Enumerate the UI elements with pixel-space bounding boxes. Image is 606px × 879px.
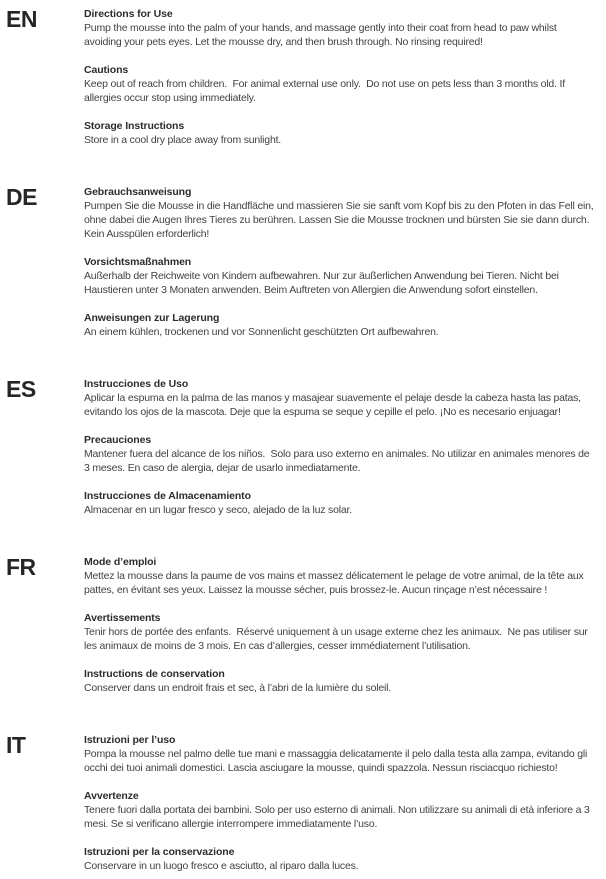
directions-block bbox=[84, 555, 596, 597]
block-heading: Gebrauchsanweisung bbox=[84, 186, 192, 198]
section-content-es bbox=[84, 377, 598, 517]
block-heading: Avvertenze bbox=[84, 790, 139, 802]
block-heading: Directions for Use bbox=[84, 8, 173, 20]
block-heading: Avertissements bbox=[84, 612, 161, 624]
directions-block bbox=[84, 7, 596, 49]
language-code-it: IT bbox=[6, 732, 26, 758]
section-de bbox=[6, 185, 598, 339]
section-fr bbox=[6, 555, 598, 695]
block-body: Außerhalb der Reichweite von Kindern aufbewahren. Nur zur äußerlichen Anwendung bei Tieren. Nicht bei Haustieren unter 3 Monaten anwenden. Beim Auftreten von Allergien die Anwendung sofort einstellen. bbox=[84, 270, 562, 296]
block-body: Pump the mousse into the palm of your hands, and massage gently into their coat from head to paw whilst avoiding your pets eyes. Let the mousse dry, and then brush through. No rinsing required! bbox=[84, 22, 560, 48]
directions-block bbox=[84, 185, 596, 241]
section-content-de bbox=[84, 185, 598, 339]
block-body: Store in a cool dry place away from sunlight. bbox=[84, 134, 282, 146]
block-heading: Istruzioni per l’uso bbox=[84, 734, 176, 746]
section-it bbox=[6, 733, 598, 873]
storage-block bbox=[84, 119, 596, 147]
cautions-block bbox=[84, 433, 596, 475]
block-body: Conservare in un luogo fresco e asciutto, al riparo dalla luces. bbox=[84, 860, 359, 872]
directions-block bbox=[84, 377, 596, 419]
section-en bbox=[6, 7, 598, 147]
block-heading: Istruzioni per la conservazione bbox=[84, 846, 235, 858]
directions-block bbox=[84, 733, 596, 775]
block-heading: Vorsichtsmaßnahmen bbox=[84, 256, 192, 268]
block-heading: Anweisungen zur Lagerung bbox=[84, 312, 220, 324]
cautions-block bbox=[84, 789, 596, 831]
block-heading: Storage Instructions bbox=[84, 120, 185, 132]
block-body: Tenir hors de portée des enfants. Réservé uniquement à un usage externe chez les animaux. Ne pas utiliser sur les animaux de moins de 3 mois. En cas d’allergies, cesser immédiatement l’utilisation. bbox=[84, 626, 591, 652]
block-heading: Precauciones bbox=[84, 434, 152, 446]
storage-block bbox=[84, 489, 596, 517]
section-content-it bbox=[84, 733, 598, 873]
block-heading: Mode d’emploi bbox=[84, 556, 157, 568]
block-heading: Cautions bbox=[84, 64, 129, 76]
language-code-en: EN bbox=[6, 6, 37, 32]
storage-block bbox=[84, 311, 596, 339]
block-body: Aplicar la espuma en la palma de las manos y masajear suavemente el pelaje desde la cabeza hasta las patas, evitando los ojos de la mascota. Deje que la espuma se seque y cepille el pelo. ¡No es necesario enjuagar! bbox=[84, 392, 584, 418]
language-code-de: DE bbox=[6, 184, 37, 210]
storage-block bbox=[84, 667, 596, 695]
section-content-fr bbox=[84, 555, 598, 695]
block-body: Almacenar en un lugar fresco y seco, alejado de la luz solar. bbox=[84, 504, 352, 516]
block-heading: Instrucciones de Almacenamiento bbox=[84, 490, 251, 502]
block-heading: Instructions de conservation bbox=[84, 668, 225, 680]
cautions-block bbox=[84, 255, 596, 297]
cautions-block bbox=[84, 611, 596, 653]
language-code-es: ES bbox=[6, 376, 36, 402]
block-heading: Instrucciones de Uso bbox=[84, 378, 189, 390]
block-body: Tenere fuori dalla portata dei bambini. Solo per uso esterno di animali. Non utilizzare su animali di età inferiore a 3 mesi. Se si verificano allergie interrompere immediatamente l’uso. bbox=[84, 804, 593, 830]
block-body: Conserver dans un endroit frais et sec, à l’abri de la lumière du soleil. bbox=[84, 682, 391, 694]
block-body: An einem kühlen, trockenen und vor Sonnenlicht geschützten Ort aufbewahren. bbox=[84, 326, 439, 338]
section-es bbox=[6, 377, 598, 517]
cautions-block bbox=[84, 63, 596, 105]
block-body: Pumpen Sie die Mousse in die Handfläche und massieren Sie sie sanft vom Kopf bis zu den Pfoten in das Fell ein, ohne dabei die Augen Ihres Tieres zu berühren. Lassen Sie die Mousse trocknen und bürsten Sie sie dann durch. Kein Ausspülen erforderlich! bbox=[84, 200, 597, 240]
block-body: Keep out of reach from children. For animal external use only. Do not use on pets less than 3 months old. If allergies occur stop using immediately. bbox=[84, 78, 568, 104]
section-content-en bbox=[84, 7, 598, 147]
language-code-fr: FR bbox=[6, 554, 36, 580]
block-body: Mettez la mousse dans la paume de vos mains et massez délicatement le pelage de votre animal, de la tête aux pattes, en évitant ses yeux. Laissez la mousse sécher, puis brossez-le. Aucun rinçage n’est nécessaire ! bbox=[84, 570, 587, 596]
block-body: Pompa la mousse nel palmo delle tue mani e massaggia delicatamente il pelo dalla testa alla zampa, evitando gli occhi dei tuoi animali domestici. Lascia asciugare la mousse, quindi spazzola. Nessun risciacquo richiesto! bbox=[84, 748, 590, 774]
block-body: Mantener fuera del alcance de los niños. Solo para uso externo en animales. No utilizar en animales menores de 3 meses. En caso de alergia, dejar de usarlo inmediatamente. bbox=[84, 448, 593, 474]
storage-block bbox=[84, 845, 596, 873]
